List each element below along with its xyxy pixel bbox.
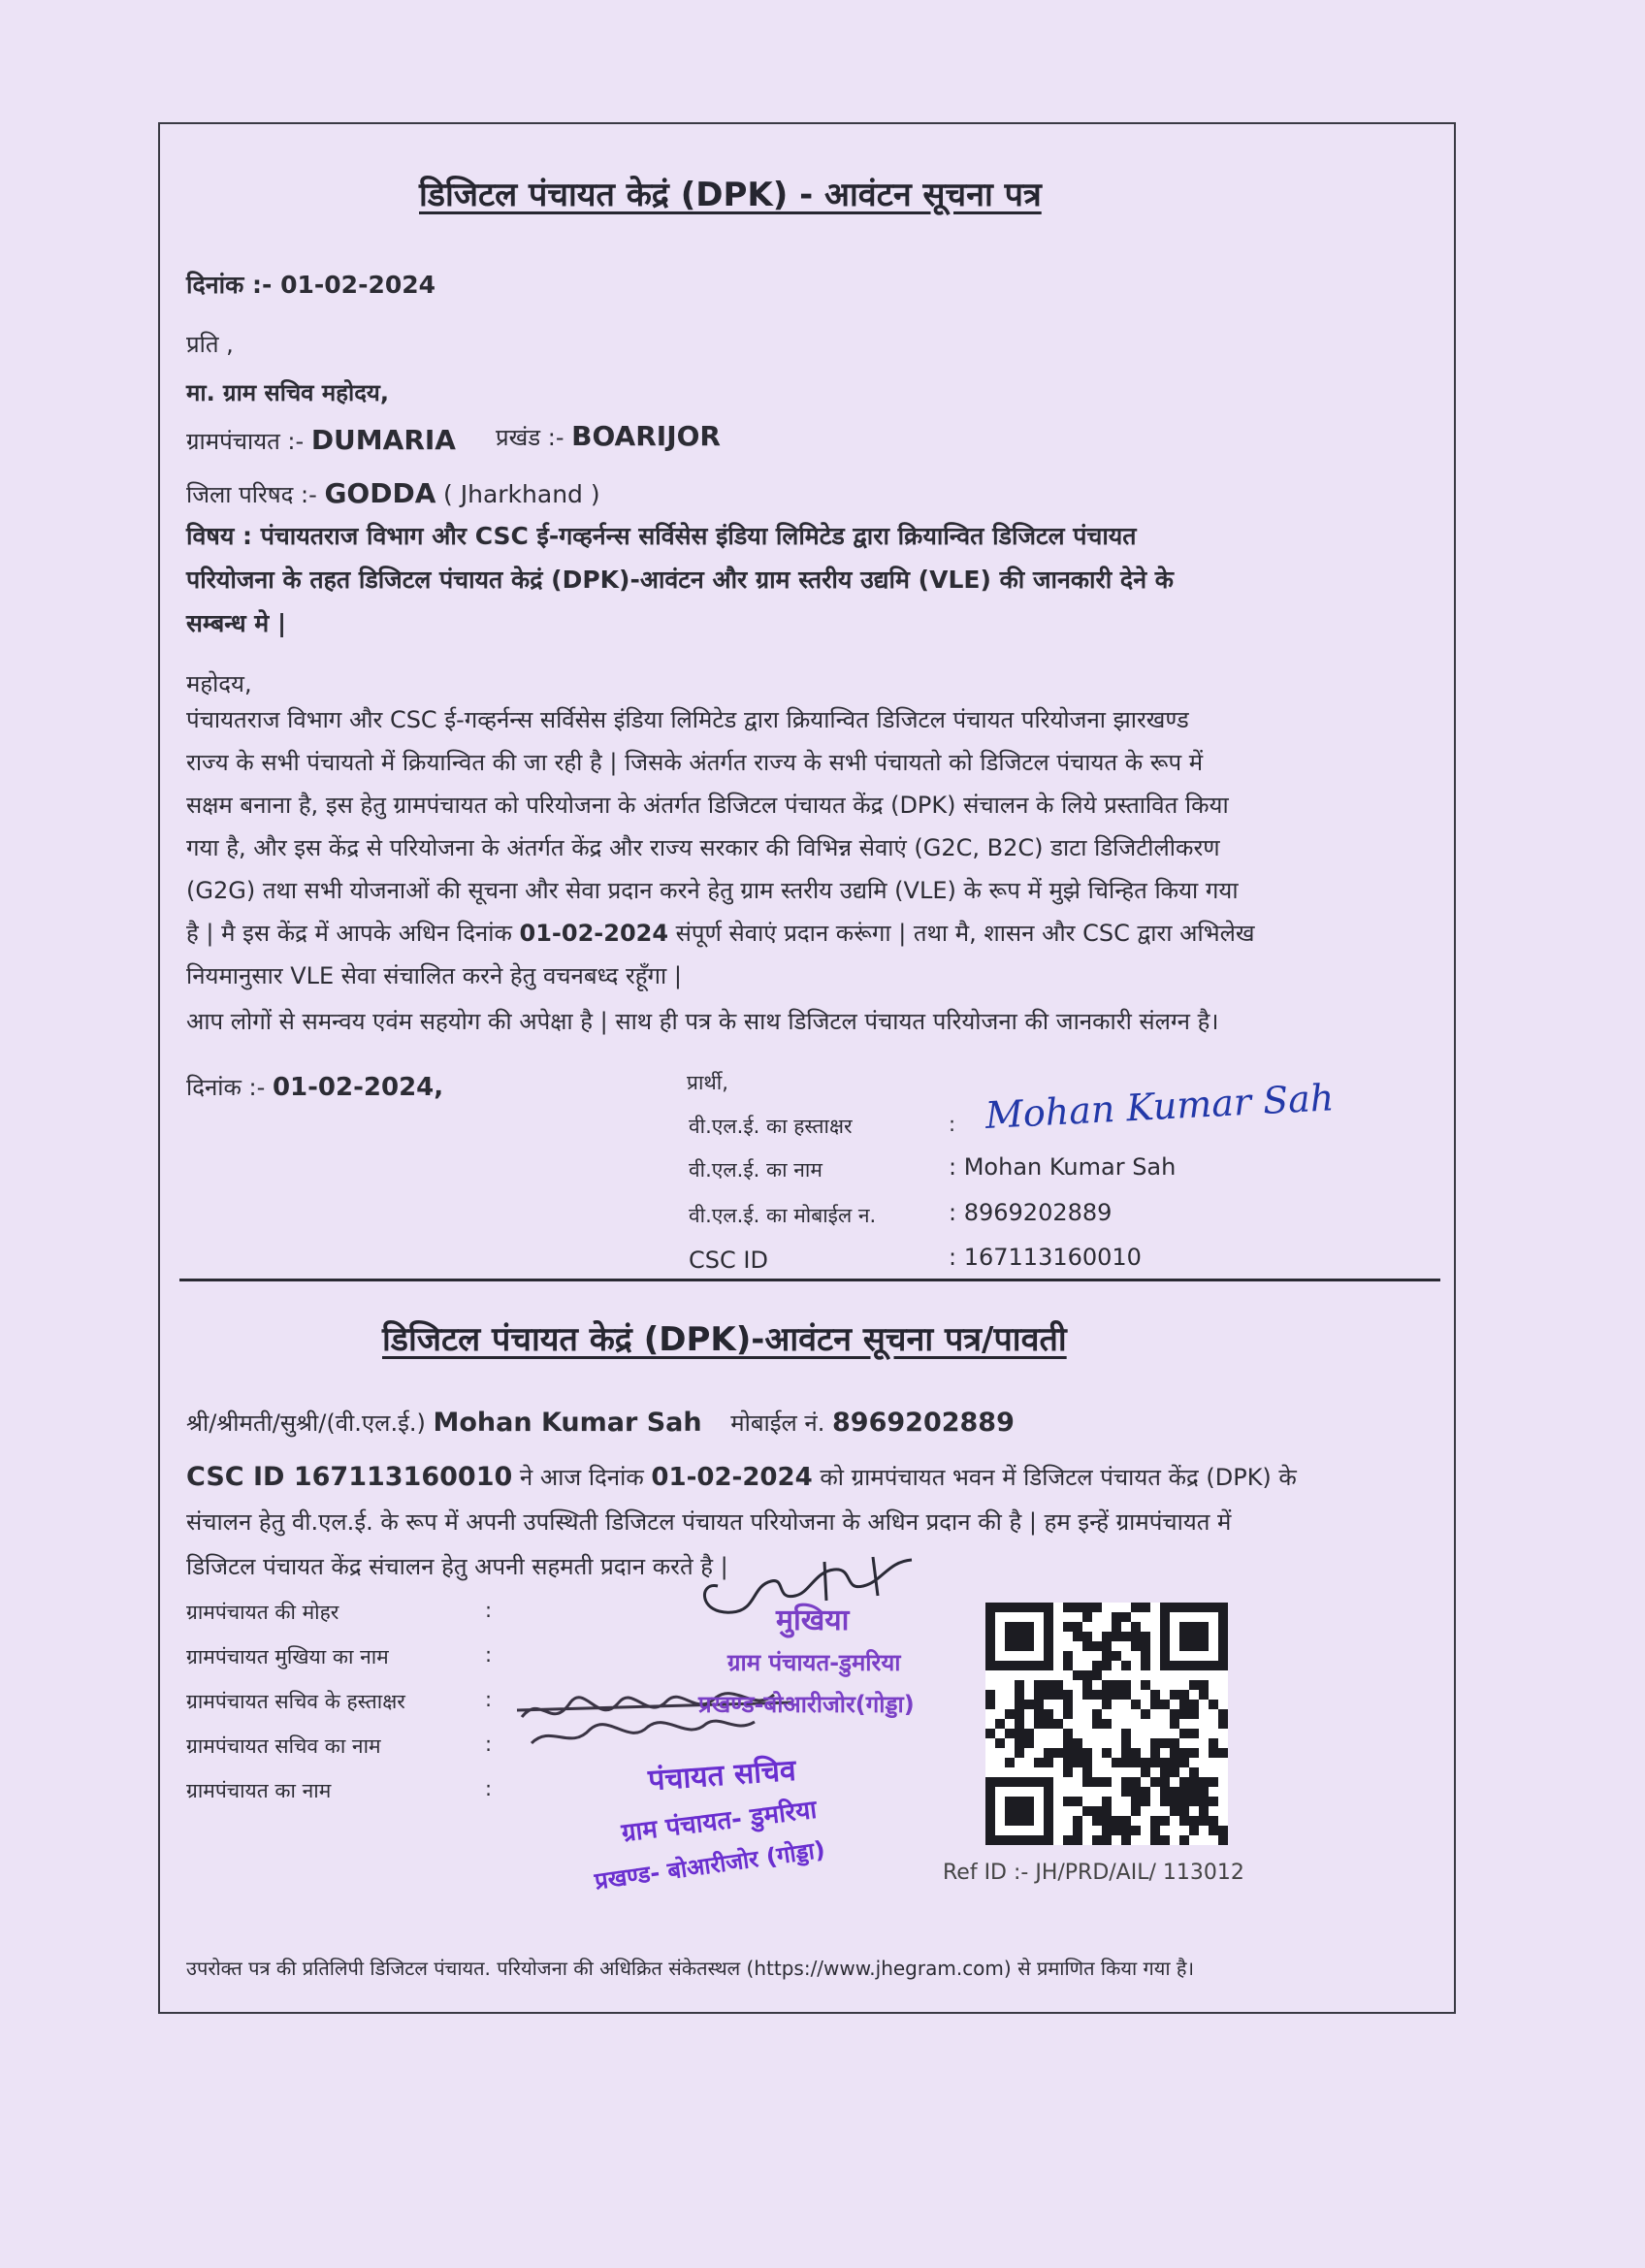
body-line: नियमानुसार VLE सेवा संचालित करने हेतु वचनबध्द रहूँगा | [186, 962, 682, 989]
field-sachiv-name: ग्रामपंचायत सचिव का नाम [186, 1734, 381, 1758]
vle-signature: Mohan Kumar Sah [984, 1076, 1336, 1137]
body-text: संपूर्ण सेवाएं प्रदान करूंगा | तथा मै, शासन और CSC द्वारा अभिलेख [668, 920, 1255, 947]
vle-name-label: वी.एल.ई. का नाम [689, 1158, 822, 1182]
vle-signature-colon: : [949, 1113, 956, 1136]
body-line: राज्य के सभी पंचायतो में क्रियान्वित की जा रही है | जिसके अंतर्गत राज्य के सभी पंचायतो को डिजिटल पंचायत के रूप में [186, 749, 1204, 776]
block-value: BOARIJOR [571, 420, 721, 452]
field-mukhiya-name: ग्रामपंचायत मुखिया का नाम [186, 1645, 389, 1669]
footer-note: उपरोक्त पत्र की प्रतिलिपी डिजिटल पंचायत. परियोजना की अधिक्रित संकेतस्थल (https://www.jhegram.com) से प्रमाणित किया गया है। [186, 1957, 1195, 1980]
gram-panchayat-value: DUMARIA [310, 424, 456, 456]
body-date: 01-02-2024 [519, 920, 669, 947]
district-value: GODDA [324, 477, 436, 509]
applicant-label: प्रार्थी, [687, 1071, 728, 1094]
body-text: है | मै इस केंद्र में आपके अधिन दिनांक [186, 920, 520, 947]
field-colon: : [485, 1643, 493, 1667]
mukhiya-stamp-title: मुखिया [776, 1604, 850, 1637]
receipt-line [186, 1455, 1457, 1500]
field-panchayat-seal: ग्रामपंचायत की मोहर [186, 1601, 339, 1624]
gram-panchayat-line [186, 424, 456, 457]
sachiv-stamp-line: ग्राम पंचायत- डुमरिया [620, 1795, 819, 1849]
block-line [496, 420, 721, 453]
subject-line: सम्बन्ध मे | [186, 609, 287, 637]
field-panchayat-name: ग्रामपंचायत का नाम [186, 1779, 332, 1802]
document-title: डिजिटल पंचायत केद्रं (DPK) - आवंटन सूचना पत्र [419, 176, 1042, 214]
section-divider [179, 1279, 1440, 1281]
vle-mobile-label: वी.एल.ई. का मोबाईल न. [689, 1204, 877, 1227]
receipt-text: ने आज दिनांक [512, 1464, 652, 1491]
name-value: Mohan Kumar Sah [433, 1408, 702, 1438]
field-sachiv-signature: ग्रामपंचायत सचिव के हस्ताक्षर [186, 1690, 405, 1713]
sign-date [186, 1071, 443, 1103]
state-value: ( Jharkhand ) [443, 480, 600, 508]
to-line: प्रति , [186, 331, 234, 358]
body-line: सक्षम बनाना है, इस हेतु ग्रामपंचायत को परियोजना के अंतर्गत डिजिटल पंचायत केंद्र (DPK) संचालन के लिये प्रस्तावित किया [186, 792, 1229, 819]
subject-line: विषय : पंचायतराज विभाग और CSC ई-गव्हर्नन्स सर्विसेस इंडिया लिमिटेड द्वारा क्रियान्वित डिजिटल पंचायत [186, 522, 1137, 550]
mobile-label: मोबाईल नं. [730, 1409, 825, 1437]
sachiv-stamp-line: प्रखण्ड- बोआरीजोर (गोड्डा) [593, 1835, 827, 1895]
sign-date-label: दिनांक :- [186, 1074, 266, 1101]
field-colon: : [485, 1599, 493, 1622]
qr-code [985, 1603, 1228, 1845]
sachiv-stamp-title: पंचायत सचिव [647, 1753, 797, 1798]
closing-line: आप लोगों से समन्वय एवंम सहयोग की अपेक्षा है | साथ ही पत्र के साथ डिजिटल पंचायत परियोजना की जानकारी संलग्न है। [186, 1008, 1219, 1035]
district-label: जिला परिषद :- [186, 481, 317, 508]
body-line: पंचायतराज विभाग और CSC ई-गव्हर्नन्स सर्विसेस इंडिया लिमिटेड द्वारा क्रियान्वित डिजिटल पंचायत परियोजना झारखण्ड [186, 706, 1189, 733]
vle-signature-label: वी.एल.ई. का हस्ताक्षर [689, 1115, 853, 1138]
salutation: महोदय, [186, 670, 252, 697]
vle-name-value: : Mohan Kumar Sah [949, 1153, 1177, 1181]
receipt-csc-id: CSC ID 167113160010 [186, 1462, 513, 1492]
receipt-name-line [186, 1407, 1015, 1439]
body-line: (G2G) तथा सभी योजनाओं की सूचना और सेवा प्रदान करने हेतु ग्राम स्तरीय उद्यमि (VLE) के रूप में मुझे चिन्हित किया गया [186, 877, 1239, 904]
block-label: प्रखंड :- [496, 424, 564, 451]
csc-id-value: : 167113160010 [949, 1244, 1142, 1271]
receipt-line: संचालन हेतु वी.एल.ई. के रूप में अपनी उपस्थिती डिजिटल पंचायत परियोजना के अधिन प्रदान की है | हम इन्हें ग्रामपंचायत में [186, 1508, 1232, 1536]
csc-id-label: CSC ID [689, 1247, 768, 1274]
subject-line: परियोजना के तहत डिजिटल पंचायत केद्रं (DPK)-आवंटन और ग्राम स्तरीय उद्यमि (VLE) की जानकारी देने के [186, 566, 1174, 594]
receipt-date: 01-02-2024 [651, 1463, 813, 1492]
body-line: गया है, और इस केंद्र से परियोजना के अंतर्गत केंद्र और राज्य सरकार की विभिन्न सेवाएं (G2C, B2C) डाटा डिजिटीलीकरण [186, 834, 1220, 861]
vle-mobile-value: : 8969202889 [949, 1199, 1113, 1226]
receipt-line: डिजिटल पंचायत केंद्र संचालन हेतु अपनी सहमती प्रदान करते है | [186, 1553, 728, 1580]
addressee: मा. ग्राम सचिव महोदय, [186, 379, 389, 406]
letter-body [186, 698, 1457, 997]
field-colon: : [485, 1777, 493, 1800]
date-value: 01-02-2024 [280, 271, 436, 299]
mukhiya-stamp-line: ग्राम पंचायत-डुमरिया [727, 1649, 901, 1676]
gram-panchayat-label: ग्रामपंचायत :- [186, 428, 305, 455]
mukhiya-stamp-line: प्रखण्ड-बोआरीजोर(गोड्डा) [698, 1691, 915, 1718]
subject [186, 514, 1447, 645]
field-colon: : [485, 1733, 493, 1756]
mobile-value: 8969202889 [832, 1408, 1015, 1438]
date-label: दिनांक :- [186, 271, 273, 299]
sign-date-value: 01-02-2024, [272, 1073, 444, 1102]
field-colon: : [485, 1688, 493, 1711]
district-line [186, 477, 600, 510]
ref-id: Ref ID :- JH/PRD/AIL/ 113012 [943, 1861, 1244, 1885]
receipt-text: को ग्रामपंचायत भवन में डिजिटल पंचायत केंद्र (DPK) के [812, 1464, 1297, 1491]
name-label: श्री/श्रीमती/सुश्री/(वी.एल.ई.) [186, 1409, 426, 1437]
body-line [186, 912, 1457, 955]
letter-date [186, 268, 435, 301]
receipt-title: डिजिटल पंचायत केद्रं (DPK)-आवंटन सूचना पत्र/पावती [382, 1320, 1067, 1359]
